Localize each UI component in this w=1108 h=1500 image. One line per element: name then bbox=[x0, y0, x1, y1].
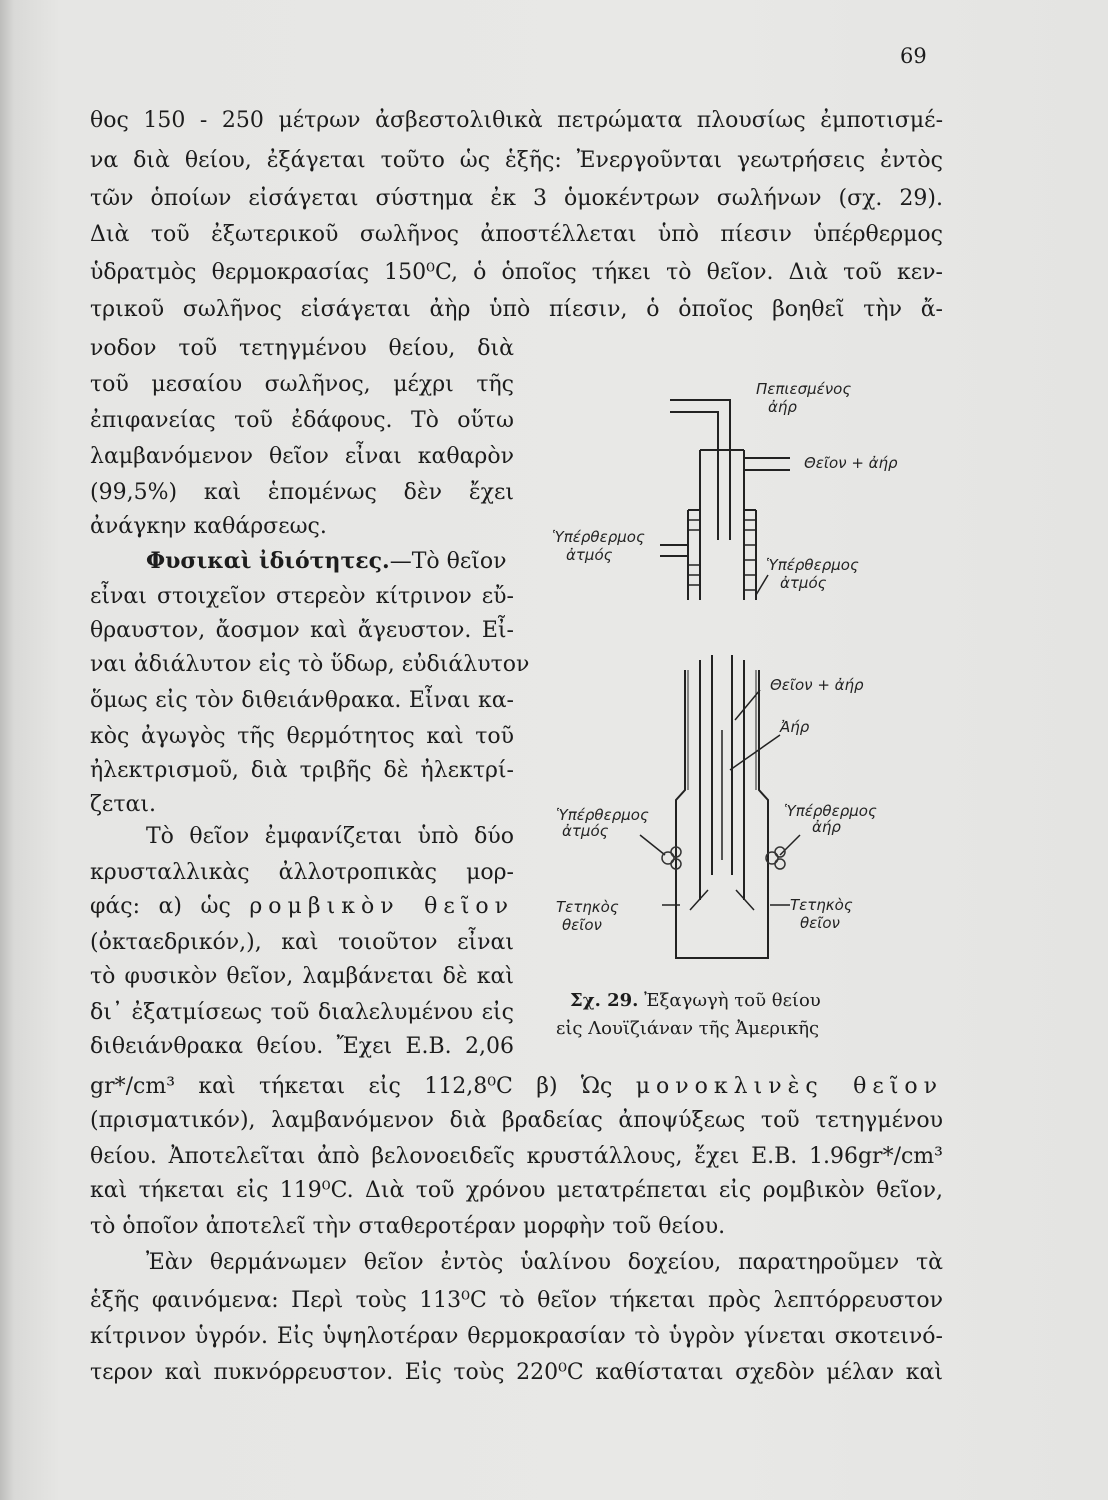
outer-steam-pipe bbox=[688, 510, 756, 600]
text-line: ὅμως εἰς τὸν διθειάνθρακα. Εἶναι κα- bbox=[90, 688, 514, 713]
page-number: 69 bbox=[900, 44, 927, 68]
text-line: εἶναι στοιχεῖον στερεὸν κίτρινον εὔ- bbox=[90, 584, 514, 609]
label-steam-right-2: ἀτμός bbox=[780, 574, 827, 592]
text-line: τὸ φυσικὸν θεῖον, λαμβάνεται δὲ καὶ bbox=[90, 964, 514, 989]
text-line: να διὰ θείου, ἐξάγεται τοῦτο ὡς ἑξῆς: Ἐνεργοῦνται γεωτρήσεις ἐντὸς bbox=[90, 148, 943, 173]
label-compressed-air: Πεπιεσμένος bbox=[756, 380, 852, 398]
heading-continuation: —Τὸ θεῖον bbox=[389, 549, 507, 574]
label-steam-right: Ὑπέρθερμος bbox=[766, 556, 859, 574]
text-line: Διὰ τοῦ ἐξωτερικοῦ σωλῆνος ἀποστέλλεται ὑπὸ πίεσιν ὑπέρθερμος bbox=[90, 222, 943, 247]
text-line: (πρισματικόν), λαμβανόμενον διὰ βραδείας ἀποψύξεως τοῦ τετηγμένου bbox=[90, 1108, 943, 1133]
text-line: κρυσταλλικὰς ἀλλοτροπικὰς μορ- bbox=[90, 860, 514, 885]
label-air: Ἀήρ bbox=[780, 718, 810, 736]
section-heading: Φυσικαὶ ἰδιότητες. bbox=[146, 548, 390, 574]
text-line: ἐπιφανείας τοῦ ἐδάφους. Τὸ οὕτω bbox=[90, 408, 514, 433]
text-line: θραυστον, ἄοσμον καὶ ἄγευστον. Εἶ- bbox=[90, 618, 514, 643]
text-line: ὑδρατμὸς θερμοκρασίας 150⁰C, ὁ ὁποῖος τήκει τὸ θεῖον. Διὰ τοῦ κεν- bbox=[90, 260, 943, 285]
text-line: καὶ τήκεται εἰς 119⁰C. Διὰ τοῦ χρόνου μετατρέπεται εἰς ρομβικὸν θεῖον, bbox=[90, 1178, 943, 1203]
label-molten-left: Τετηκὸς bbox=[556, 898, 619, 916]
label-steam-lower-right-2: ἀήρ bbox=[812, 818, 841, 836]
text-line: τῶν ὁποίων εἰσάγεται σύστημα ἐκ 3 ὁμοκέντρων σωλήνων (σχ. 29). bbox=[90, 186, 943, 211]
text-line: νοδον τοῦ τετηγμένου θείου, διὰ bbox=[90, 336, 514, 361]
label-steam-left-2: ἀτμός bbox=[566, 546, 613, 564]
emphasized-term: ρομβικὸν θεῖον bbox=[249, 894, 515, 919]
text-line: τοῦ μεσαίου σωλῆνος, μέχρι τῆς bbox=[90, 372, 514, 397]
text-line: Ἐὰν θερμάνωμεν θεῖον ἐντὸς ὑαλίνου δοχείου, παρατηροῦμεν τὰ bbox=[146, 1250, 943, 1275]
text-line: Τὸ θεῖον ἐμφανίζεται ὑπὸ δύο bbox=[146, 824, 514, 849]
figure-caption-text: Ἐξαγωγὴ τοῦ θείου bbox=[644, 990, 821, 1011]
label-sulfur-air-mid: Θεῖον + ἀήρ bbox=[770, 676, 864, 694]
label-molten-right: Τετηκὸς bbox=[790, 896, 853, 914]
sulfur-outlet-pipe bbox=[700, 450, 744, 600]
text-fragment: φάς: α) ὡς bbox=[90, 894, 231, 919]
label-steam-lower-left: Ὑπέρθερμος bbox=[556, 806, 649, 824]
text-line: διθειάνθρακα θείου. Ἔχει Ε.Β. 2,06 bbox=[90, 1034, 514, 1059]
text-line: (ὀκταεδρικόν,), καὶ τοιοῦτον εἶναι bbox=[90, 930, 514, 955]
text-line: θείου. Ἀποτελεῖται ἀπὸ βελονοειδεῖς κρυστάλλους, ἔχει Ε.Β. 1.96gr*/cm³ bbox=[90, 1144, 943, 1169]
text-line: τρικοῦ σωλῆνος εἰσάγεται ἀὴρ ὑπὸ πίεσιν, ὁ ὁποῖος βοηθεῖ τὴν ἄ- bbox=[90, 297, 943, 322]
label-steam-lower-right: Ὑπέρθερμος bbox=[784, 802, 877, 820]
text-line: θος 150 - 250 μέτρων ἀσβεστολιθικὰ πετρώματα πλουσίως ἐμποτισμέ- bbox=[90, 108, 943, 133]
text-fragment: gr*/cm³ καὶ τήκεται εἰς 112,8⁰C β) Ὡς bbox=[90, 1074, 613, 1099]
figure-caption-line2: εἰς Λουϊζιάναν τῆς Ἀμερικῆς bbox=[556, 1018, 820, 1039]
label-molten-left-2: θεῖον bbox=[562, 916, 602, 934]
text-line: λαμβανόμενον θεῖον εἶναι καθαρὸν bbox=[90, 444, 514, 469]
emphasized-term: μονοκλινὲς θεῖον bbox=[635, 1074, 943, 1099]
figure-caption-line1 bbox=[570, 990, 821, 1011]
text-line: (99,5%) καὶ ἑπομένως δὲν ἔχει bbox=[90, 480, 514, 505]
label-molten-right-2: θεῖον bbox=[800, 914, 840, 932]
figure-number: Σχ. 29. bbox=[570, 990, 639, 1011]
label-sulfur-air-top: Θεῖον + ἀήρ bbox=[804, 454, 898, 472]
label-steam-left: Ὑπέρθερμος bbox=[552, 528, 645, 546]
text-line: ναι ἀδιάλυτον εἰς τὸ ὕδωρ, εὐδιάλυτον bbox=[90, 652, 530, 677]
text-line: ἑξῆς φαινόμενα: Περὶ τοὺς 113⁰C τὸ θεῖον τήκεται πρὸς λεπτόρρευστον bbox=[90, 1288, 943, 1313]
text-line: κὸς ἀγωγὸς τῆς θερμότητος καὶ τοῦ bbox=[90, 724, 514, 749]
text-line: δι᾽ ἐξατμίσεως τοῦ διαλελυμένου εἰς bbox=[90, 1000, 514, 1025]
text-line: ζεται. bbox=[90, 792, 156, 817]
text-line: τερον καὶ πυκνόρρευστον. Εἰς τοὺς 220⁰C καθίσταται σχεδὸν μέλαν καὶ bbox=[90, 1360, 943, 1385]
text-line: τὸ ὁποῖον ἀποτελεῖ τὴν σταθεροτέραν μορφὴν τοῦ θείου. bbox=[90, 1214, 726, 1239]
label-compressed-air-2: ἀήρ bbox=[768, 398, 797, 416]
label-steam-lower-left-2: ἀτμός bbox=[562, 822, 609, 840]
text-line: ἀνάγκην καθάρσεως. bbox=[90, 514, 327, 539]
text-line: κίτρινον ὑγρόν. Εἰς ὑψηλοτέραν θερμοκρασίαν τὸ ὑγρὸν γίνεται σκοτεινό- bbox=[90, 1324, 943, 1349]
text-line: ἠλεκτρισμοῦ, διὰ τριβῆς δὲ ἠλεκτρί- bbox=[90, 758, 514, 783]
